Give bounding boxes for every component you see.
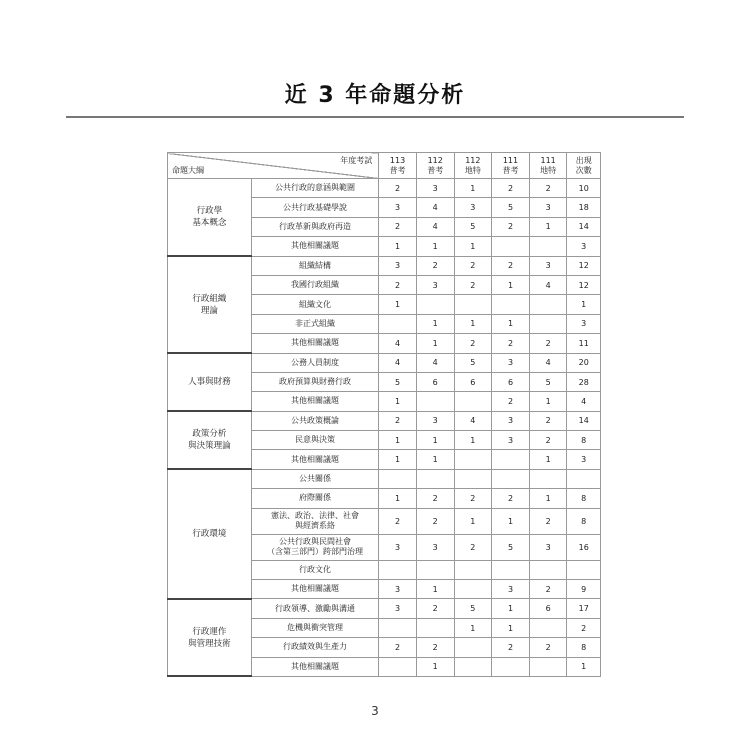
- topic-cell: [251, 508, 379, 534]
- column-header: [454, 153, 492, 179]
- category-label: 政策分析: [192, 429, 227, 440]
- category-label: 與管理技術: [188, 638, 231, 649]
- topic-label: 組織文化: [298, 299, 331, 309]
- count-cell: [529, 618, 567, 637]
- table-row: [168, 179, 601, 198]
- topic-label: 憲法、政治、法律、社會: [270, 511, 359, 521]
- page-title: 近 3 年命題分析: [284, 83, 466, 108]
- count-cell: 2: [529, 580, 567, 599]
- count-cell: 1: [416, 450, 454, 469]
- table-row: [168, 599, 601, 618]
- topic-label: 政府預算與財務行政: [278, 377, 351, 387]
- column-header-line: 111: [502, 155, 519, 165]
- total-count-cell: 9: [567, 580, 601, 599]
- count-cell: 2: [492, 489, 530, 508]
- total-count-cell: [567, 560, 601, 579]
- count-cell: 2: [492, 179, 530, 198]
- topic-cell: [251, 334, 379, 353]
- column-header-line: 普考: [427, 165, 444, 175]
- category-label: 行政組織: [192, 293, 227, 304]
- count-cell: 4: [416, 198, 454, 217]
- count-cell: 2: [529, 508, 567, 534]
- total-count-cell: 8: [567, 431, 601, 450]
- count-cell: 3: [379, 534, 417, 560]
- column-header: [492, 153, 530, 179]
- title-divider: [66, 116, 684, 118]
- corner-bottom-label: 命題大綱: [172, 166, 204, 175]
- count-cell: [454, 560, 492, 579]
- topic-label: 組織結構: [298, 260, 331, 270]
- column-header: [379, 153, 417, 179]
- count-cell: 4: [416, 353, 454, 372]
- total-count-cell: 16: [567, 534, 601, 560]
- count-cell: 2: [379, 508, 417, 534]
- topic-label: 其他相關議題: [290, 584, 339, 594]
- topic-cell: [251, 256, 379, 275]
- count-cell: 2: [454, 534, 492, 560]
- count-cell: [379, 469, 417, 488]
- count-cell: 2: [529, 638, 567, 657]
- count-cell: 2: [529, 431, 567, 450]
- topic-cell: [251, 372, 379, 391]
- count-cell: [454, 657, 492, 676]
- count-cell: [492, 237, 530, 256]
- count-cell: 1: [529, 217, 567, 236]
- category-label: 與決策理論: [188, 441, 231, 452]
- topic-cell: [251, 489, 379, 508]
- count-cell: 2: [529, 179, 567, 198]
- count-cell: 3: [492, 580, 530, 599]
- count-cell: [529, 295, 567, 314]
- count-cell: 1: [379, 295, 417, 314]
- topic-label: 公共關係: [298, 474, 331, 484]
- count-cell: [454, 450, 492, 469]
- count-cell: [416, 295, 454, 314]
- count-cell: 1: [416, 657, 454, 676]
- count-cell: [416, 560, 454, 579]
- topic-label: 行政領導、激勵與溝通: [274, 603, 355, 613]
- count-cell: 4: [416, 217, 454, 236]
- count-cell: 2: [416, 256, 454, 275]
- count-cell: [416, 618, 454, 637]
- topic-cell: [251, 638, 379, 657]
- count-cell: 1: [492, 508, 530, 534]
- count-cell: 1: [454, 508, 492, 534]
- column-header-line: 次數: [575, 165, 592, 175]
- topic-label: （含第三部門）跨部門治理: [266, 547, 363, 557]
- topic-cell: [251, 534, 379, 560]
- count-cell: 2: [379, 179, 417, 198]
- column-header-line: 出現: [575, 155, 592, 165]
- topic-label: 與經濟系絡: [294, 521, 335, 531]
- total-count-cell: 8: [567, 508, 601, 534]
- topic-cell: [251, 179, 379, 198]
- count-cell: [454, 580, 492, 599]
- topic-label: 其他相關議題: [290, 338, 339, 348]
- count-cell: 3: [379, 599, 417, 618]
- count-cell: [454, 638, 492, 657]
- count-cell: 1: [454, 179, 492, 198]
- count-cell: 4: [379, 353, 417, 372]
- count-cell: 4: [379, 334, 417, 353]
- count-cell: 3: [416, 179, 454, 198]
- count-cell: [379, 314, 417, 333]
- category-cell: [168, 256, 252, 353]
- total-count-cell: 3: [567, 314, 601, 333]
- count-cell: 2: [454, 275, 492, 294]
- total-count-cell: 12: [567, 275, 601, 294]
- count-cell: 2: [492, 334, 530, 353]
- count-cell: 2: [492, 217, 530, 236]
- category-label: 人事與財務: [188, 377, 231, 388]
- category-label: 行政學: [196, 206, 223, 217]
- count-cell: 3: [529, 534, 567, 560]
- topic-cell: [251, 198, 379, 217]
- count-cell: [529, 560, 567, 579]
- count-cell: 2: [529, 334, 567, 353]
- count-cell: [454, 392, 492, 411]
- table-row: [168, 353, 601, 372]
- total-count-cell: 8: [567, 638, 601, 657]
- count-cell: [416, 469, 454, 488]
- count-cell: 2: [379, 411, 417, 430]
- count-cell: 6: [529, 599, 567, 618]
- total-count-cell: 12: [567, 256, 601, 275]
- column-header-line: 112: [427, 155, 443, 165]
- total-count-cell: 20: [567, 353, 601, 372]
- topic-cell: [251, 314, 379, 333]
- topic-label: 民意與決策: [294, 435, 335, 445]
- count-cell: 2: [454, 256, 492, 275]
- topic-cell: [251, 275, 379, 294]
- column-header: [416, 153, 454, 179]
- count-cell: 4: [454, 411, 492, 430]
- topic-cell: [251, 599, 379, 618]
- topic-label: 行政文化: [298, 564, 331, 574]
- total-count-cell: 3: [567, 450, 601, 469]
- exam-analysis-table: [167, 152, 601, 677]
- page-number: 3: [371, 704, 379, 718]
- count-cell: 1: [379, 392, 417, 411]
- count-cell: [454, 469, 492, 488]
- table-header-row: [168, 153, 601, 179]
- count-cell: 3: [416, 411, 454, 430]
- topic-label: 公共政策概論: [290, 415, 339, 425]
- count-cell: 3: [379, 198, 417, 217]
- topic-label: 行政革新與政府再造: [278, 221, 351, 231]
- category-cell: [168, 353, 252, 411]
- topic-cell: [251, 469, 379, 488]
- count-cell: [454, 295, 492, 314]
- topic-cell: [251, 657, 379, 676]
- count-cell: [529, 314, 567, 333]
- count-cell: 2: [379, 275, 417, 294]
- column-header-line: 普考: [389, 165, 406, 175]
- topic-label: 我國行政組織: [290, 280, 339, 290]
- column-header-line: 地特: [464, 165, 481, 175]
- count-cell: [529, 237, 567, 256]
- category-label: 行政環境: [192, 529, 227, 540]
- count-cell: 1: [416, 314, 454, 333]
- count-cell: 1: [529, 392, 567, 411]
- topic-label: 危機與衝突管理: [286, 623, 343, 632]
- count-cell: 2: [454, 334, 492, 353]
- table-row: [168, 411, 601, 430]
- count-cell: 6: [492, 372, 530, 391]
- topic-label: 其他相關議題: [290, 661, 339, 671]
- total-count-cell: 10: [567, 179, 601, 198]
- topic-label: 其他相關議題: [290, 241, 339, 251]
- count-cell: 3: [416, 275, 454, 294]
- count-cell: 2: [379, 217, 417, 236]
- count-cell: 1: [492, 599, 530, 618]
- category-cell: [168, 411, 252, 469]
- count-cell: 1: [454, 431, 492, 450]
- count-cell: 2: [416, 638, 454, 657]
- total-count-cell: 14: [567, 411, 601, 430]
- topic-label: 公務人員制度: [290, 357, 339, 367]
- count-cell: 3: [529, 256, 567, 275]
- topic-cell: [251, 217, 379, 236]
- topic-label: 其他相關議題: [290, 396, 339, 406]
- count-cell: 5: [454, 353, 492, 372]
- count-cell: 4: [529, 275, 567, 294]
- count-cell: 1: [416, 580, 454, 599]
- count-cell: 1: [454, 314, 492, 333]
- category-label: 行政運作: [192, 626, 227, 637]
- total-count-cell: 11: [567, 334, 601, 353]
- table-row: [168, 469, 601, 488]
- count-cell: 1: [529, 450, 567, 469]
- count-cell: 1: [529, 489, 567, 508]
- count-cell: [379, 560, 417, 579]
- count-cell: [492, 450, 530, 469]
- count-cell: [529, 657, 567, 676]
- category-label: 基本概念: [192, 218, 227, 229]
- count-cell: 5: [492, 534, 530, 560]
- topic-label: 公共行政基礎學說: [282, 202, 347, 212]
- column-header-line: 113: [389, 155, 406, 165]
- count-cell: 2: [492, 638, 530, 657]
- count-cell: 6: [416, 372, 454, 391]
- topic-cell: [251, 580, 379, 599]
- total-count-cell: 17: [567, 599, 601, 618]
- count-cell: 1: [379, 237, 417, 256]
- total-count-cell: 8: [567, 489, 601, 508]
- count-cell: 2: [492, 256, 530, 275]
- topic-label: 非正式組織: [294, 318, 335, 328]
- topic-cell: [251, 618, 379, 637]
- count-cell: 2: [416, 489, 454, 508]
- topic-label: 公共行政與民間社會: [278, 537, 351, 547]
- table-corner-cell: [168, 153, 379, 179]
- count-cell: [379, 618, 417, 637]
- count-cell: [492, 469, 530, 488]
- count-cell: 5: [454, 217, 492, 236]
- total-count-cell: 14: [567, 217, 601, 236]
- total-count-cell: 2: [567, 618, 601, 637]
- count-cell: 2: [529, 411, 567, 430]
- topic-cell: [251, 450, 379, 469]
- count-cell: 2: [416, 599, 454, 618]
- total-count-cell: 3: [567, 237, 601, 256]
- count-cell: 1: [454, 618, 492, 637]
- count-cell: 5: [529, 372, 567, 391]
- category-cell: [168, 179, 252, 257]
- count-cell: [529, 469, 567, 488]
- count-cell: 1: [379, 431, 417, 450]
- total-count-cell: 4: [567, 392, 601, 411]
- topic-label: 府際關係: [298, 493, 331, 503]
- total-count-cell: 1: [567, 657, 601, 676]
- count-cell: 3: [379, 580, 417, 599]
- column-header-line: 112: [465, 155, 481, 165]
- count-cell: 2: [492, 392, 530, 411]
- count-cell: 4: [529, 353, 567, 372]
- count-cell: [416, 392, 454, 411]
- topic-label: 行政績效與生產力: [282, 642, 347, 652]
- count-cell: 3: [492, 431, 530, 450]
- topic-cell: [251, 560, 379, 579]
- column-header: [567, 153, 601, 179]
- count-cell: 1: [416, 237, 454, 256]
- count-cell: 2: [416, 508, 454, 534]
- count-cell: 3: [379, 256, 417, 275]
- count-cell: 3: [492, 353, 530, 372]
- table-row: [168, 256, 601, 275]
- total-count-cell: 1: [567, 295, 601, 314]
- count-cell: [492, 560, 530, 579]
- topic-cell: [251, 295, 379, 314]
- count-cell: 3: [529, 198, 567, 217]
- column-header-line: 地特: [540, 165, 557, 175]
- total-count-cell: 28: [567, 372, 601, 391]
- topic-cell: [251, 411, 379, 430]
- count-cell: 3: [492, 411, 530, 430]
- count-cell: [379, 657, 417, 676]
- topic-cell: [251, 431, 379, 450]
- count-cell: 1: [454, 237, 492, 256]
- count-cell: 2: [379, 638, 417, 657]
- column-header: [529, 153, 567, 179]
- column-header-line: 111: [540, 155, 556, 165]
- count-cell: [492, 295, 530, 314]
- count-cell: 1: [492, 314, 530, 333]
- category-label: 理論: [200, 305, 218, 316]
- count-cell: 1: [379, 450, 417, 469]
- count-cell: 1: [416, 431, 454, 450]
- count-cell: 1: [379, 489, 417, 508]
- count-cell: 5: [492, 198, 530, 217]
- topic-label: 其他相關議題: [290, 454, 339, 464]
- count-cell: [492, 657, 530, 676]
- category-cell: [168, 599, 252, 677]
- total-count-cell: 18: [567, 198, 601, 217]
- count-cell: 3: [416, 534, 454, 560]
- column-header-line: 普考: [502, 165, 519, 175]
- count-cell: 5: [454, 599, 492, 618]
- count-cell: 3: [454, 198, 492, 217]
- topic-cell: [251, 237, 379, 256]
- count-cell: 2: [454, 489, 492, 508]
- topic-label: 公共行政的意涵與範圍: [274, 183, 355, 193]
- count-cell: 1: [492, 275, 530, 294]
- count-cell: 1: [416, 334, 454, 353]
- topic-cell: [251, 392, 379, 411]
- total-count-cell: [567, 469, 601, 488]
- count-cell: 6: [454, 372, 492, 391]
- category-cell: [168, 469, 252, 599]
- count-cell: 1: [492, 618, 530, 637]
- corner-top-label: 年度考試: [340, 156, 373, 165]
- count-cell: 5: [379, 372, 417, 391]
- topic-cell: [251, 353, 379, 372]
